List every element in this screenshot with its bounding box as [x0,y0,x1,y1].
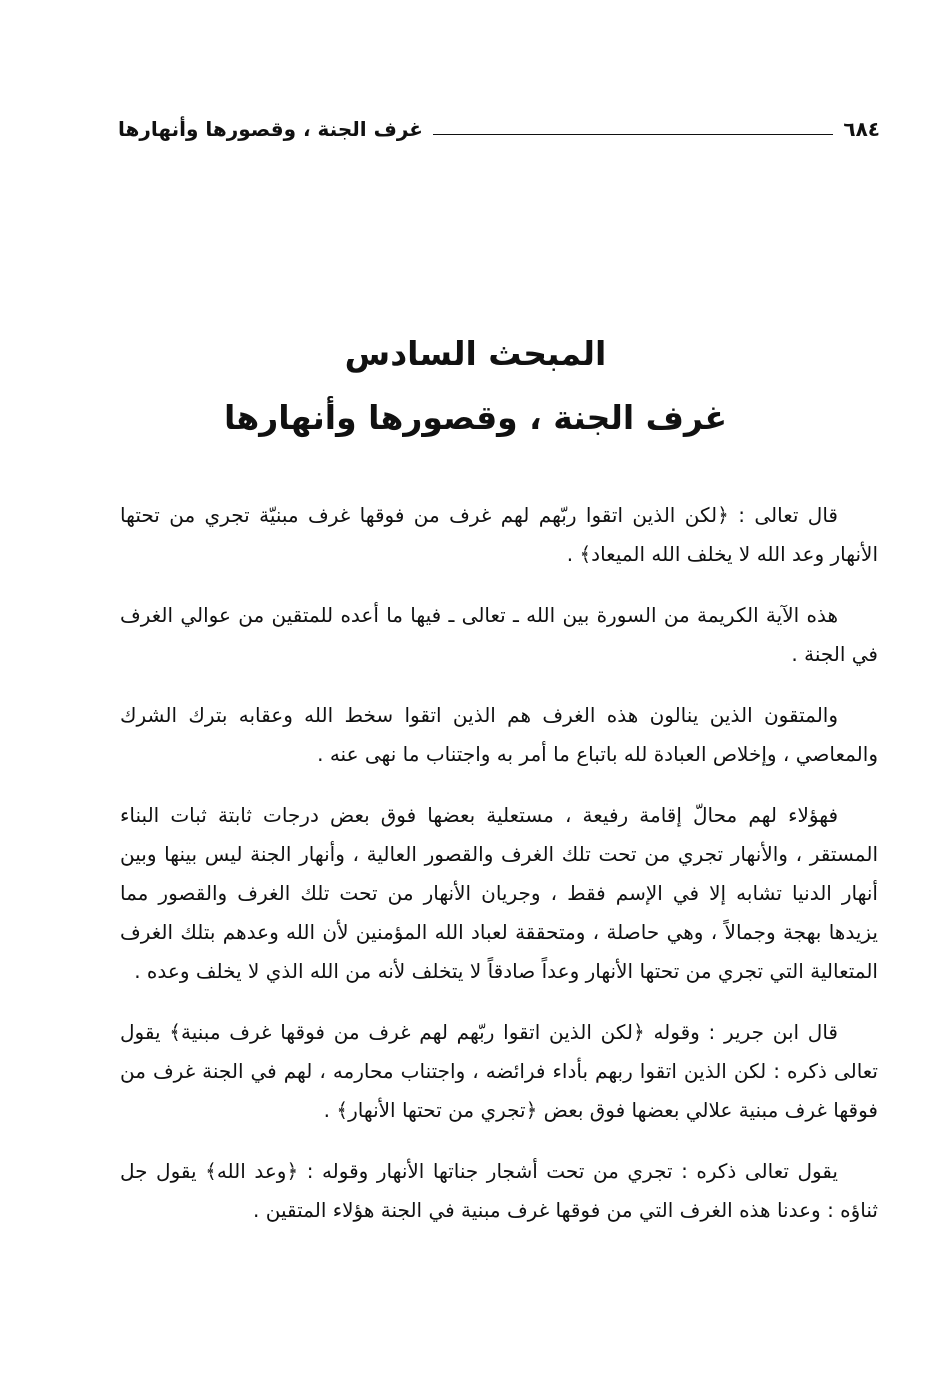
paragraph: قال ابن جرير : وقوله ﴿لكن الذين اتقوا ربّهم لهم غرف من فوقها غرف مبنية﴾ يقول تعالى ذكره : لكن الذين اتقوا ربهم بأداء فرائضه ، واجتناب محارمه ، لهم في الجنة غرف من فوقها غرف مبنية علالي بعضها فوق بعض ﴿تجري من تحتها الأنهار﴾ . [120,1020,878,1122]
running-title: غرف الجنة ، وقصورها وأنهارها [118,117,423,141]
paragraph: قال تعالى : ﴿لكن الذين اتقوا ربّهم لهم غرف من فوقها غرف مبنيّة تجري من تحتها الأنهار وعد الله لا يخلف الله الميعاد﴾ . [120,503,878,566]
paragraph: فهؤلاء لهم محالّ إقامة رفيعة ، مستعلية بعضها فوق بعض درجات ثابتة ثبات البناء المستقر ، والأنهار تجري من تحت تلك الغرف والقصور العالية ، وأنهار الجنة ليس بينها وبين أنهار الدنيا تشابه إلا في الإسم فقط ، وجريان الأنهار من تحت تلك الغرف والقصور مما يزيدها بهجة وجمالاً ، وهي حاصلة ، ومتحققة لعباد الله المؤمنين لأن الله وعدهم بتلك الغرف المتعالية التي تجري من تحتها الأنهار وعداً صادقاً لا يتخلف لأنه من الله الذي لا يخلف وعده . [120,803,878,983]
section-heading: المبحث السادس [344,334,607,373]
section-title: غرف الجنة ، وقصورها وأنهارها [223,398,728,437]
running-header [118,112,880,146]
body-text [120,496,878,1252]
paragraph: والمتقون الذين ينالون هذه الغرف هم الذين اتقوا سخط الله وعقابه بترك الشرك والمعاصي ، وإخلاص العبادة لله باتباع ما أمر به واجتناب ما نهى عنه . [120,703,878,766]
paragraph: هذه الآية الكريمة من السورة بين الله ـ تعالى ـ فيها ما أعده للمتقين من عوالي الغرف في الجنة . [120,603,878,666]
page-number: ٦٨٤ [843,117,880,141]
paragraph: يقول تعالى ذكره : تجري من تحت أشجار جناتها الأنهار وقوله : ﴿وعد الله﴾ يقول جل ثناؤه : وعدنا هذه الغرف التي من فوقها غرف مبنية في الجنة هؤلاء المتقين . [120,1159,878,1222]
header-rule [433,134,833,135]
